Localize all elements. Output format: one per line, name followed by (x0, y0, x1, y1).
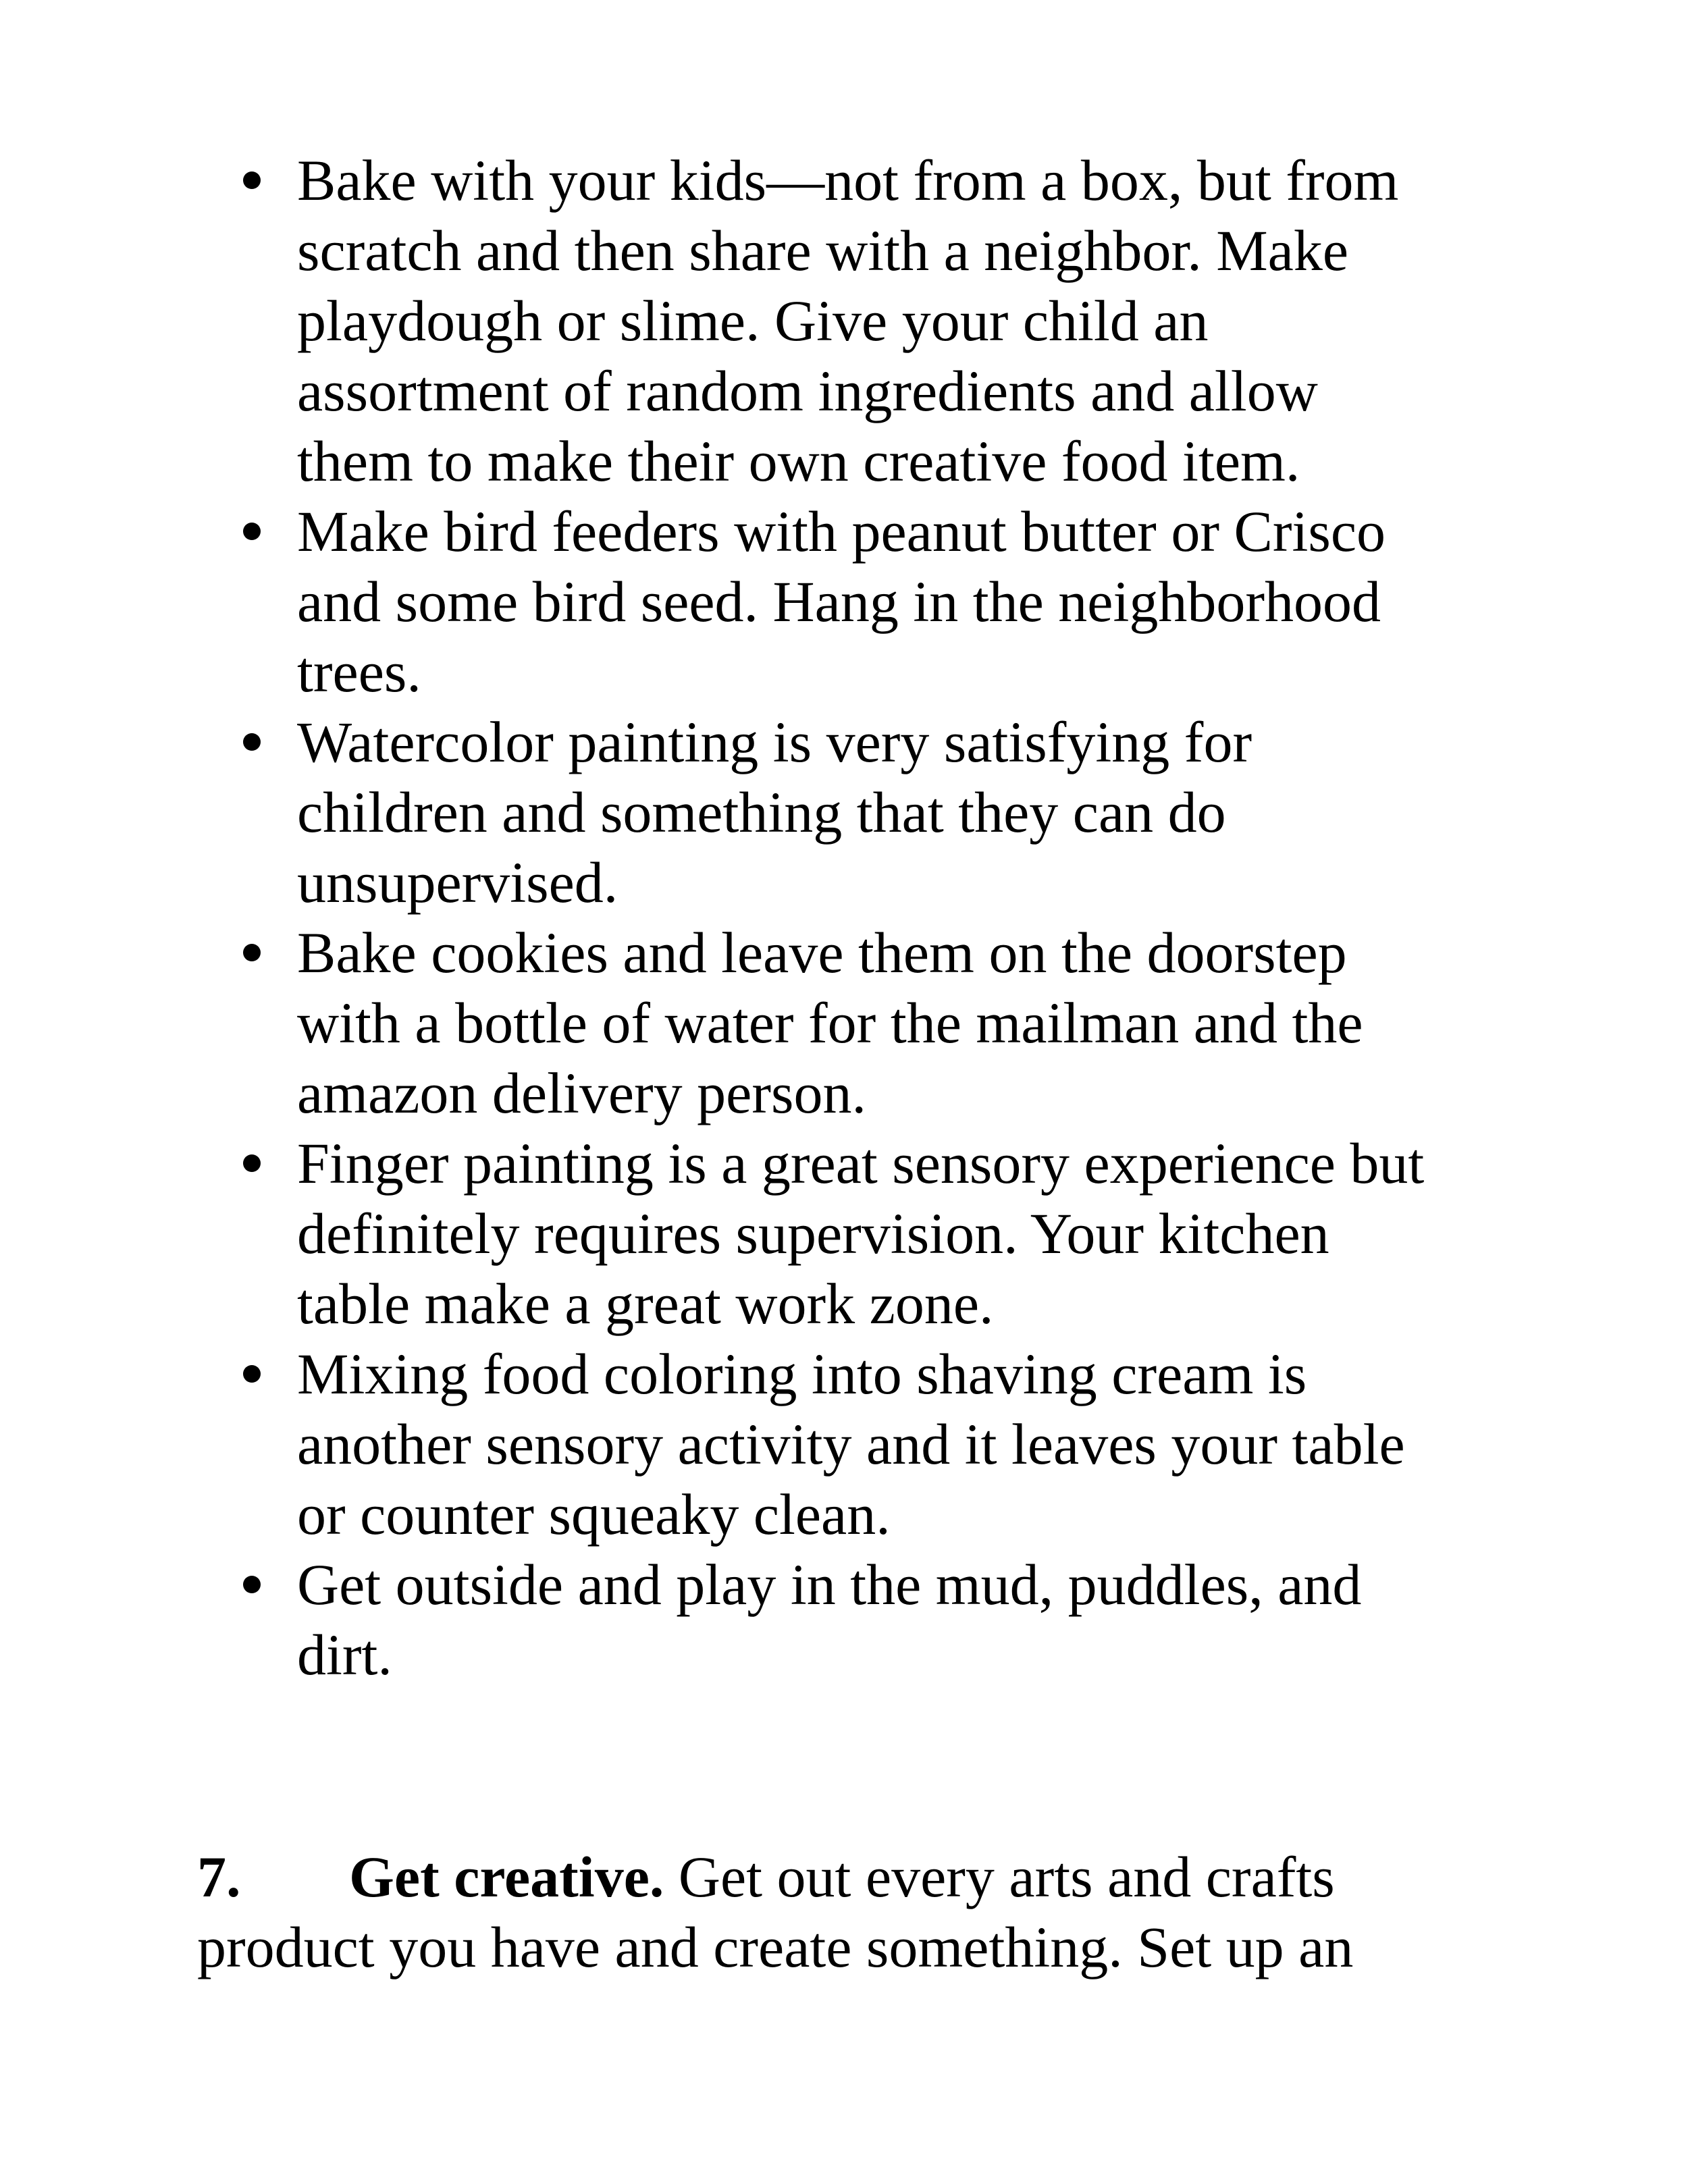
bullet-dot-icon (243, 944, 261, 961)
section-7-paragraph (197, 1842, 1514, 1982)
bullet-dot-icon (243, 1576, 261, 1593)
bullet-item-bird-feeders (297, 496, 1499, 707)
bullet-dot-icon (243, 733, 261, 751)
bullet-item-outside-play (297, 1549, 1499, 1690)
bullet-text: Mixing food coloring into shaving cream is another sensory activity and it leaves your table or counter squeaky clean. (297, 1341, 1405, 1547)
bullet-text: Finger painting is a great sensory experience but definitely requires supervision. Your kitchen table make a great work zone. (297, 1131, 1425, 1336)
section-7-line-2: product you have and create something. Set up an (197, 1915, 1354, 1979)
bullet-item-watercolor (297, 707, 1499, 917)
section-7-line-1 (197, 1842, 1514, 1912)
bullet-dot-icon (243, 1365, 261, 1383)
bullet-text: Watercolor painting is very satisfying for children and something that they can do unsupervised. (297, 710, 1252, 915)
bullet-text: Bake with your kids—not from a box, but from scratch and then share with a neighbor. Make playdough or slime. Give your child an assortment of random ingredients and allow them to make their own creative food item. (297, 148, 1399, 494)
bullet-item-baking (297, 145, 1499, 496)
bullet-dot-icon (243, 523, 261, 540)
section-7-line-1-text: Get out every arts and crafts (664, 1844, 1335, 1909)
bullet-dot-icon (243, 171, 261, 189)
bullet-text: Get outside and play in the mud, puddles, and dirt. (297, 1552, 1362, 1687)
bullet-text: Make bird feeders with peanut butter or Crisco and some bird seed. Hang in the neighborhood trees. (297, 499, 1386, 704)
bullet-item-cookies (297, 917, 1499, 1128)
section-heading: Get creative. (349, 1844, 664, 1909)
bullet-text: Bake cookies and leave them on the doorstep with a bottle of water for the mailman and the amazon delivery person. (297, 920, 1363, 1125)
bullet-item-shaving-cream (297, 1339, 1499, 1549)
activity-bullet-list (297, 145, 1499, 1690)
section-number: 7. (197, 1844, 241, 1909)
bullet-item-finger-painting (297, 1128, 1499, 1339)
bullet-dot-icon (243, 1154, 261, 1172)
